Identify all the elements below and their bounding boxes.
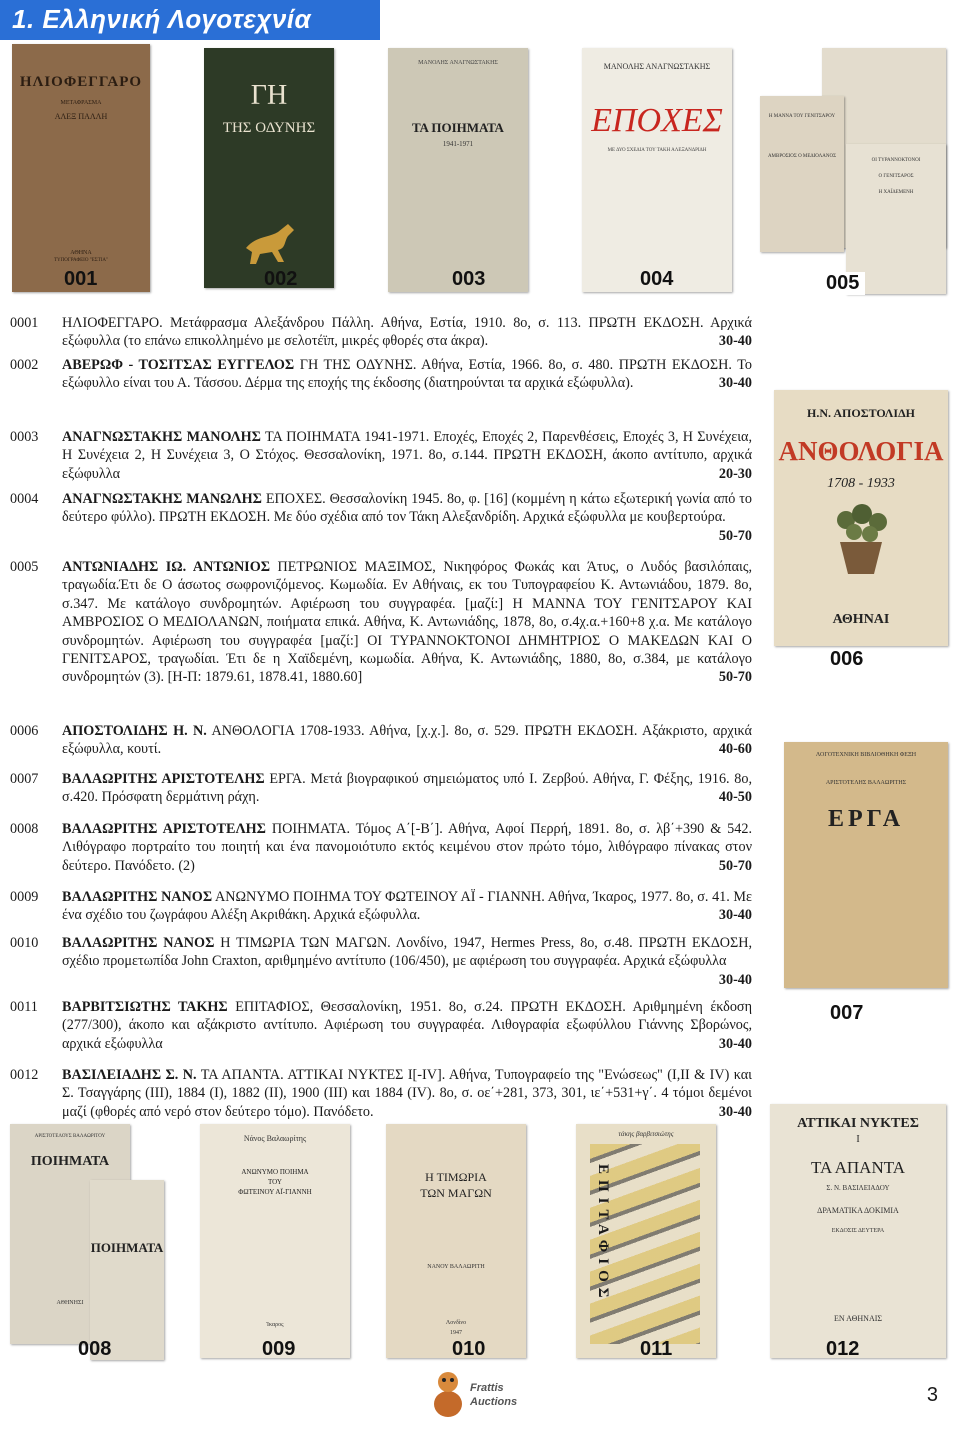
lot-price: 30-40 xyxy=(718,333,752,350)
lot-number: 003 xyxy=(452,268,486,290)
cover-title: ΗΛΙΟΦΕΓΓΑΡΟ xyxy=(19,74,143,90)
lot-code: 0003 xyxy=(10,429,39,445)
cover-line: ΑΘΗΝΑ xyxy=(70,250,92,256)
cover-years: 1941-1971 xyxy=(442,140,474,148)
cover-line: ΤΥΠΟΓΡΑΦΕΙΟ "ΕΣΤΙΑ" xyxy=(53,258,109,263)
lot-code: 0004 xyxy=(10,491,39,507)
lot-price: 20-30 xyxy=(718,465,752,482)
lot-code: 0012 xyxy=(10,1067,39,1083)
cover-author: ΜΑΝΟΛΗΣ ΑΝΑΓΝΩΣΤΑΚΗΣ xyxy=(603,62,711,71)
cover-title: ΕΡΓΑ xyxy=(827,806,905,832)
cover-012 xyxy=(770,1104,946,1358)
cover-publisher: Ίκαρος xyxy=(266,1322,284,1328)
cover-author: ΝΑΝΟΥ ΒΑΛΑΩΡΙΤΗ xyxy=(427,1264,485,1270)
lot-code: 0005 xyxy=(10,559,39,575)
cover-line: ΑΛΕΞ ΠΑΛΛΗ xyxy=(54,112,108,121)
lot-description: ΑΝΤΩΝΙΑΔΗΣ ΙΩ. ΑΝΤΩΝΙΟΣ ΠΕΤΡΩΝΙΟΣ ΜΑΞΙΜΟΣ, Νικηφόρος Φωκάς και Άτυς, ο Λυδός βασιλόπαις, τραγωδία.Έτι δε Ο άσωτος σωφρονιζόμενος. Κωμωδία. Εν Αθήναις, εκ του Τυπογραφείου Κ. Αντωνιάδου, 1879. 8ο, σ.347. Με κατάλογο συνδρομητών. Αφιέρωση του συγγραφέα. [μαζί:] Η ΜΑΝΝΑ ΤΟΥ ΓΕΝΙΤΣΑΡΟΥ ΚΑΙ ΑΜΒΡΟΣΙΟΣ Ο ΜΕΔΙΟΛΑΝΩΝ, ποιήματα επικά. Αθήνα, Κ. Αντωνιάδης, 1878, 8ο, σ.4χ.α.+160+8 χ.α. Με κατάλογο συνδρομητών. Αφιέρωση του συγγραφέα [μαζί:] ΟΙ ΤΥΡΑΝΝΟΚΤΟΝΟΙ ΔΗΜΗΤΡΙΟΣ Ο ΜΑΚΕΔΩΝ ΚΑΙ Ο ΓΕΝΙΤΣΑΡΟΣ, τραγωδίαι. Έτι δε η Χαϊδεμένη, κωμωδία. Αθήνα, Κ. Αντωνιάδης, 1880, 8ο, σ.384, με κατάλογο συνδρομητών (3). [Η-Π: 1879.61, 1878.41, 1880.60] 50-70 xyxy=(62,559,753,686)
cover-line: ΜΕΤΑΦΡΑΣΜΑ xyxy=(60,100,102,106)
cover-title: ΦΩΤΕΙΝΟΥ ΑΪ-ΓΙΑΝΝΗ xyxy=(238,1188,312,1196)
lot-code: 0001 xyxy=(10,315,39,331)
cover-title: Η ΤΙΜΩΡΙΑ xyxy=(425,1170,487,1184)
lot-description: ΒΑΡΒΙΤΣΙΩΤΗΣ ΤΑΚΗΣ ΕΠΙΤΑΦΙΟΣ, Θεσσαλονίκη, 1951. 8ο, σ.24. ΠΡΩΤΗ ΕΚΔΟΣΗ. Αριθμημένη έκδοση (277/300), άκοπο και αξάκριστο αντίτυπο. Αφιέρωση του συγγραφέα. Λιθογραφία εξωφύλλου Γιάννης Σβορώνος, αρχικά εξώφυλλα 30-40 xyxy=(62,999,752,1052)
cover-year: 1947 xyxy=(450,1330,462,1336)
flower-basket-icon xyxy=(826,502,896,582)
lot-number: 001 xyxy=(64,268,98,290)
cover-title: ΟΙ ΤΥΡΑΝΝΟΚΤΟΝΟΙ xyxy=(871,158,921,163)
lot-price: 50-70 xyxy=(718,669,752,686)
cover-007 xyxy=(784,742,948,988)
cover-010 xyxy=(386,1124,526,1358)
cover-title: Ο ΓΕΝΙΤΣΑΡΟΣ xyxy=(878,174,914,179)
cover-author: ΑΡΙΣΤΟΤΕΛΟΥΣ ΒΑΛΑΩΡΙΤΟΥ xyxy=(34,1134,106,1139)
cover-title: ΤΟΥ xyxy=(268,1178,282,1186)
cover-001 xyxy=(12,44,150,292)
lot-code: 0006 xyxy=(10,723,39,739)
lot-description: ΒΑΛΑΩΡΙΤΗΣ ΝΑΝΟΣ Η ΤΙΜΩΡΙΑ ΤΩΝ ΜΑΓΩΝ. Λονδίνο, 1947, Hermes Press, 8ο, σ.48. ΠΡΩΤΗ ΕΚΔΟΣΗ, σχέδιο προμετωπίδα John Craxton, αριθμημένο αντίτυπο (106/450), με αφιέρωση του συγγραφέα. Αρχικά εξώφυλλα 30-40 xyxy=(62,935,753,988)
lot-description: ΒΑΣΙΛΕΙΑΔΗΣ Σ. Ν. ΤΑ ΑΠΑΝΤΑ. ΑΤΤΙΚΑΙ ΝΥΚΤΕΣ Ι[-IV]. Αθήνα, Τυπογραφείο της "Ενώσεως" (Ι,ΙΙ & IV) και Σ. Τσαγγάρης (ΙΙΙ), 1884 (Ι), 1882 (ΙΙ), 1900 (ΙΙΙ) και 1884 (IV). 8ο, σ. οε΄+281, 373, 301, ιε΄+531+γ΄. 4 τόμοι δεμένοι μαζί (φθορές από νερό στον δεύτερο τόμο). Πανόδετο. 30-40 xyxy=(62,1067,752,1120)
cover-title: Η ΧΑΪΔΕΜΕΝΗ xyxy=(878,190,914,195)
section-title: 1. Ελληνική Λογοτεχνία xyxy=(12,4,312,34)
page-number: 3 xyxy=(926,1384,938,1406)
lot-price: 40-60 xyxy=(718,741,752,758)
cover-title: ΤΑ ΑΠΑΝΤΑ xyxy=(810,1158,906,1177)
cover-author: ΜΑΝΟΛΗΣ ΑΝΑΓΝΩΣΤΑΚΗΣ xyxy=(418,60,498,66)
lot-description: ΒΑΛΑΩΡΙΤΗΣ ΑΡΙΣΤΟΤΕΛΗΣ ΠΟΙΗΜΑΤΑ. Τόμος Α΄[-Β΄]. Αθήνα, Αφοί Περρή, 1891. 8ο, σ. λβ΄+390 & 542. Λιθόγραφο πορτραίτο του ποιητή και ένα πανομοιότυπο εκτός κειμένου στον πρώτο τόμο, λιθόγραφο πίνακας στον δεύτερο. Πανόδετο. (2) 50-70 xyxy=(62,821,752,874)
section-header xyxy=(0,0,380,40)
lot-description: ΑΝΑΓΝΩΣΤΑΚΗΣ ΜΑΝΟΛΗΣ ΤΑ ΠΟΙΗΜΑΤΑ 1941-1971. Εποχές, Εποχές 2, Παρενθέσεις, Εποχές 3, Η Συνέχεια, Η Συνέχεια 2, Η Συνέχεια 3, Ο Στόχος. Θεσσαλονίκη, 1971. 8ο, σ.144. ΠΡΩΤΗ ΕΚΔΟΣΗ, άκοπο αντίτυπο, αρχικά εξώφυλλα 20-30 xyxy=(62,429,752,482)
lot-number: 012 xyxy=(826,1338,860,1360)
lot-number: 007 xyxy=(830,1002,864,1024)
lot-number: 010 xyxy=(452,1338,486,1360)
lot-number: 011 xyxy=(640,1338,673,1360)
lot-code: 0011 xyxy=(10,999,38,1015)
cover-place: ΑΘΗΝΑΙ xyxy=(832,612,890,627)
lot-description: ΒΑΛΑΩΡΙΤΗΣ ΑΡΙΣΤΟΤΕΛΗΣ ΕΡΓΑ. Μετά βιογραφικού σημειώματος υπό Ι. Ζερβού. Αθήνα, Γ. Φέξης, 1916. 8ο, σ.420. Πρόσφατη δερμάτινη ράχη. 40-50 xyxy=(62,771,752,806)
cover-series: ΛΟΓΟΤΕΧΝΙΚΗ ΒΙΒΛΙΟΘΗΚΗ ΦΕΞΗ xyxy=(815,752,917,758)
cover-top: ΑΤΤΙΚΑΙ ΝΥΚΤΕΣ xyxy=(797,1116,919,1131)
lot-number: 005 xyxy=(820,272,865,295)
horse-icon xyxy=(238,218,302,268)
cover-author: Σ. Ν. ΒΑΣΙΛΕΙΑΔΟΥ xyxy=(826,1184,890,1192)
cover-author: τάκης βαρβιτσιώτης xyxy=(618,1130,674,1138)
cover-011 xyxy=(576,1124,716,1358)
cover-title: ΠΟΙΗΜΑΤΑ xyxy=(30,1154,110,1169)
cover-place: ΑΘΗΝΗΣΙ xyxy=(56,1300,84,1306)
lot-price: 50-70 xyxy=(718,857,752,874)
lot-price: 30-40 xyxy=(718,907,752,924)
cover-title: ΑΜΒΡΟΣΙΟΣ Ο ΜΕΔΙΟΛΑΝΟΣ xyxy=(767,154,837,159)
lot-number: 006 xyxy=(830,648,864,670)
cover-title: ΤΩΝ ΜΑΓΩΝ xyxy=(420,1186,492,1200)
cover-008-second xyxy=(90,1180,164,1360)
cover-place: ΕΝ ΑΘΗΝΑΙΣ xyxy=(833,1314,883,1323)
cover-author: Η.Ν. ΑΠΟΣΤΟΛΙΔΗ xyxy=(807,406,915,420)
cover-edition: ΕΚΔΟΣΙΣ ΔΕΥΤΕΡΑ xyxy=(831,1228,885,1234)
cover-author: ΑΡΙΣΤΟΤΕΛΗΣ ΒΑΛΑΩΡΙΤΗΣ xyxy=(825,780,907,786)
cover-volume: Ι xyxy=(856,1134,860,1145)
auction-logo xyxy=(430,1368,550,1420)
cover-title: ΤΑ ΠΟΙΗΜΑΤΑ xyxy=(412,120,504,135)
lot-description: ΗΛΙΟΦΕΓΓΑΡΟ. Μετάφρασμα Αλεξάνδρου Πάλλη. Αθήνα, Εστία, 1910. 8ο, σ. 113. ΠΡΩΤΗ ΕΚΔΟΣΗ. Αρχικά εξώφυλλα (το επάνω επικολλημένο με σελοτέϊπ, μικρές φθορές στα άκρα). 30-40 xyxy=(62,315,752,350)
cover-author: Νάνος Βαλαωρίτης xyxy=(243,1134,307,1143)
cover-title: ΠΟΙΗΜΑΤΑ xyxy=(90,1240,164,1255)
lot-number: 008 xyxy=(78,1338,112,1360)
lot-price: 30-40 xyxy=(718,971,752,988)
cover-title: Η ΜΑΝΝΑ ΤΟΥ ΓΕΝΙΤΣΑΡΟΥ xyxy=(768,114,836,119)
cover-006 xyxy=(774,390,948,646)
cover-title: ΑΝΩΝΥΜΟ ΠΟΙΗΜΑ xyxy=(241,1168,309,1176)
lot-price: 50-70 xyxy=(718,527,752,544)
lot-description: ΒΑΛΑΩΡΙΤΗΣ ΝΑΝΟΣ ΑΝΩΝΥΜΟ ΠΟΙΗΜΑ ΤΟΥ ΦΩΤΕΙΝΟΥ ΑΪ - ΓΙΑΝΝΗ. Αθήνα, Ίκαρος, 1977. 8ο, σ. 41. Με ένα σχέδιο του ζωγράφου Αλέξη Ακριθάκη. Αρχικά εξώφυλλα. 30-40 xyxy=(62,889,752,924)
mascot-icon xyxy=(430,1370,466,1418)
cover-title: ΕΠΟΧΕΣ xyxy=(591,102,723,139)
lot-price: 30-40 xyxy=(718,1035,752,1052)
lot-code: 0007 xyxy=(10,771,39,787)
lot-description: ΑΒΕΡΩΦ - ΤΟΣΙΤΣΑΣ ΕΥΓΓΕΛΟΣ ΓΗ ΤΗΣ ΟΔΥΝΗΣ. Αθήνα, Εστία, 1966. 8ο, σ. 480. ΠΡΩΤΗ ΕΚΔΟΣΗ. Το εξώφυλλο είναι του Α. Τάσσου. Δέρμα της εποχής της έκδοσης (διατηρούνται τα αρχικά εξώφυλλα). 30-40 xyxy=(62,357,752,392)
lot-code: 0009 xyxy=(10,889,39,905)
lot-description: ΑΠΟΣΤΟΛΙΔΗΣ Η. Ν. ΑΝΘΟΛΟΓΙΑ 1708-1933. Αθήνα, [χ.χ.]. 8ο, σ. 529. ΠΡΩΤΗ ΕΚΔΟΣΗ. Αξάκριστο, αρχικά εξώφυλλα, κουτί. 40-60 xyxy=(62,723,752,758)
cover-title: ΑΝΘΟΛΟΓΙΑ xyxy=(778,436,944,466)
lot-code: 0002 xyxy=(10,357,39,373)
lot-price: 40-50 xyxy=(718,789,752,806)
lot-price: 30-40 xyxy=(718,1103,752,1120)
cover-years: 1708 - 1933 xyxy=(827,476,895,491)
cover-subtitle: ΔΡΑΜΑΤΙΚΑ ΔΟΚΙΜΙΑ xyxy=(817,1206,899,1215)
cover-009 xyxy=(200,1124,350,1358)
lot-number: 002 xyxy=(264,268,298,290)
cover-004 xyxy=(582,48,732,292)
lot-description: ΑΝΑΓΝΩΣΤΑΚΗΣ ΜΑΝΩΛΗΣ ΕΠΟΧΕΣ. Θεσσαλονίκη 1945. 8ο, φ. [16] (κομμένη η κάτω εξωτερική γωνία από το δεύτερο φύλλο). ΠΡΩΤΗ ΕΚΔΟΣΗ. Με δύο σχέδια από τον Τάκη Αλεξανδρίδη. Αρχικά εξώφυλλα με κουβερτούρα. 50-70 xyxy=(62,491,753,544)
cover-005-left xyxy=(760,96,844,252)
cover-title: ΓΗ xyxy=(250,80,288,111)
lot-number: 009 xyxy=(262,1338,296,1360)
cover-subtitle: ΜΕ ΔΥΟ ΣΧΕΔΙΑ ΤΟΥ ΤΑΚΗ ΑΛΕΞΑΝΔΡΙΔΗ xyxy=(607,148,707,153)
lot-number: 004 xyxy=(640,268,674,290)
logo-line-1: Frattis xyxy=(470,1382,504,1394)
lot-code: 0008 xyxy=(10,821,39,837)
cover-title: ΕΠΙΤΑΦΙΟΣ xyxy=(595,1164,611,1304)
cover-title: ΤΗΣ ΟΔΥΝΗΣ xyxy=(222,120,316,136)
cover-002 xyxy=(204,48,334,288)
cover-place: Λονδίνο xyxy=(445,1320,467,1326)
logo-line-2: Auctions xyxy=(470,1396,518,1408)
lot-price: 30-40 xyxy=(718,375,752,392)
cover-003 xyxy=(388,48,528,292)
lot-code: 0010 xyxy=(10,935,39,951)
